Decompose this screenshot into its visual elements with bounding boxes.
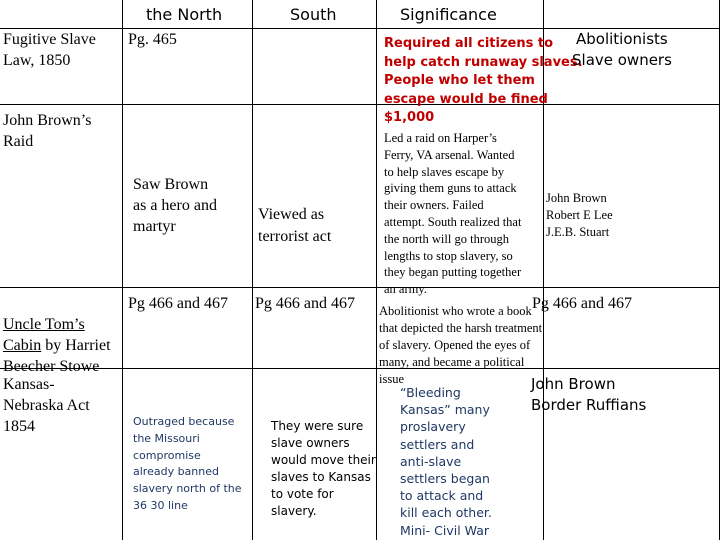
brown-significance-cell: Led a raid on Harper’s Ferry, VA arsenal. Wanted to help slaves escape by giving them guns to attack their owners. Failed attempt. South realized that the north will go through lengths to stop slavery, so they began putting together an army.	[384, 131, 522, 297]
uncle-tom-north-cell: Pg 466 and 467	[128, 295, 228, 312]
horizontal-line-3	[0, 287, 720, 288]
uncle-tom-author: by Harriet Beecher Stowe	[3, 337, 111, 375]
header-south: South	[290, 5, 337, 24]
uncle-tom-people-cell: Pg 466 and 467	[532, 295, 632, 312]
uncle-tom-event-cell	[3, 293, 111, 377]
vertical-line-1	[122, 0, 123, 540]
fugitive-people-abolitionists: Abolitionists	[576, 30, 668, 48]
kansas-south-cell: They were sure slave owners would move their slaves to Kansas to vote for slavery.	[271, 419, 376, 518]
kansas-people-cell: John Brown Border Ruffians	[531, 375, 647, 414]
fugitive-north-cell: Pg. 465	[128, 31, 177, 48]
uncle-tom-south-cell: Pg 466 and 467	[255, 295, 355, 312]
fugitive-people-slave-owners: Slave owners	[572, 51, 672, 69]
uncle-tom-title: Uncle Tom’s Cabin	[3, 316, 85, 354]
kansas-north-cell: Outraged because the Missouri compromise already banned slavery north of the 36 30 line	[133, 415, 242, 512]
kansas-event-cell: Kansas- Nebraska Act 1854	[3, 376, 90, 435]
uncle-tom-significance-cell: Abolitionist who wrote a book that depicted the harsh treatment of slavery. Opened the eyes of many, and became a political issue	[379, 304, 543, 386]
fugitive-event-cell: Fugitive Slave Law, 1850	[3, 31, 96, 69]
brown-north-cell: Saw Brown as a hero and martyr	[133, 176, 217, 235]
horizontal-line-2	[0, 104, 720, 105]
brown-south-cell: Viewed as terrorist act	[258, 206, 332, 245]
fugitive-significance-cell: Required all citizens to help catch runaway slaves. People who let them escape would be fined $1,000	[384, 36, 583, 125]
header-north: the North	[146, 5, 223, 24]
brown-event-cell: John Brown’s Raid	[3, 112, 92, 150]
brown-people-cell: John Brown Robert E Lee J.E.B. Stuart	[546, 191, 613, 239]
header-significance: Significance	[400, 5, 497, 24]
vertical-line-3	[376, 0, 377, 540]
kansas-significance-cell: “Bleeding Kansas” many proslavery settlers and anti-slave settlers began to attack and kill each other. Mini- Civil War	[400, 385, 492, 538]
vertical-line-2	[252, 0, 253, 540]
